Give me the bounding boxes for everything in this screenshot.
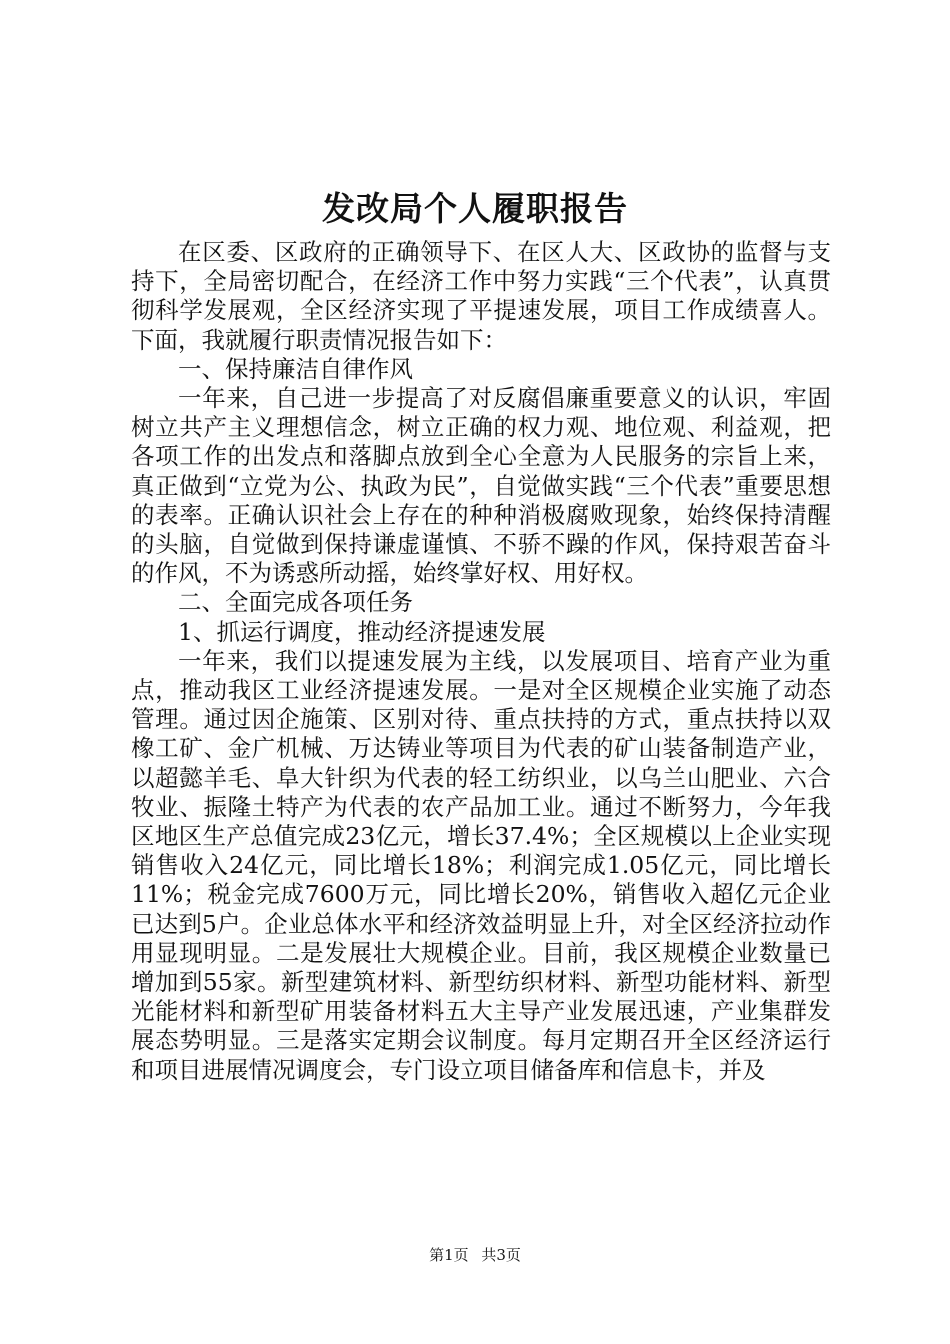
paragraph-economy: 一年来，我们以提速发展为主线，以发展项目、培育产业为重点，推动我区工业经济提速发展。一是对全区规模企业实施了动态管理。通过因企施策、区别对待、重点扶持的方式，重点扶持以双橡工矿、金广机械、万达铸业等项目为代表的矿山装备制造产业，以超懿羊毛、阜大针织为代表的轻工纺织业，以乌兰山肥业、六合牧业、振隆土特产为代表的农产品加工业。通过不断努力，今年我区地区生产总值完成23亿元，增长37.4%；全区规模以上企业实现销售收入24亿元，同比增长18%；利润完成1.05亿元，同比增长11%；税金完成7600万元，同比增长20%，销售收入超亿元企业已达到5户。企业总体水平和经济效益明显上升，对全区经济拉动作用显现明显。二是发展壮大规模企业。目前，我区规模企业数量已增加到55家。新型建筑材料、新型纺织材料、新型功能材料、新型光能材料和新型矿用装备材料五大主导产业发展迅速，产业集群发展态势明显。三是落实定期会议制度。每月定期召开全区经济运行和项目进展情况调度会，专门设立项目储备库和信息卡，并及: [131, 646, 831, 1084]
paragraph-integrity: 一年来，自己进一步提高了对反腐倡廉重要意义的认识，牢固树立共产主义理想信念，树立正确的权力观、地位观、利益观，把各项工作的出发点和落脚点放到全心全意为人民服务的宗旨上来，真正做到“立党为公、执政为民”，自觉做实践“三个代表”重要思想的表率。正确认识社会上存在的种种消极腐败现象，始终保持清醒的头脑，自觉做到保持谦虚谨慎、不骄不躁的作风，保持艰苦奋斗的作风，不为诱惑所动摇，始终掌好权、用好权。: [131, 384, 831, 588]
section-heading-2: 二、全面完成各项任务: [178, 588, 413, 617]
paragraph-intro: 在区委、区政府的正确领导下、在区人大、区政协的监督与支持下，全局密切配合，在经济工作中努力实践“三个代表”，认真贯彻科学发展观，全区经济实现了平提速发展，项目工作成绩喜人。下面，我就履行职责情况报告如下：: [131, 238, 831, 354]
page-total: 共3页: [481, 1246, 521, 1264]
page-number: 第1页: [429, 1246, 469, 1264]
subsection-heading-1: 1、抓运行调度，推动经济提速发展: [178, 617, 546, 646]
page-footer: [0, 1245, 950, 1265]
section-heading-1: 一、保持廉洁自律作风: [178, 354, 413, 383]
document-title: 发改局个人履职报告: [322, 189, 628, 228]
document-body: [131, 238, 831, 1085]
